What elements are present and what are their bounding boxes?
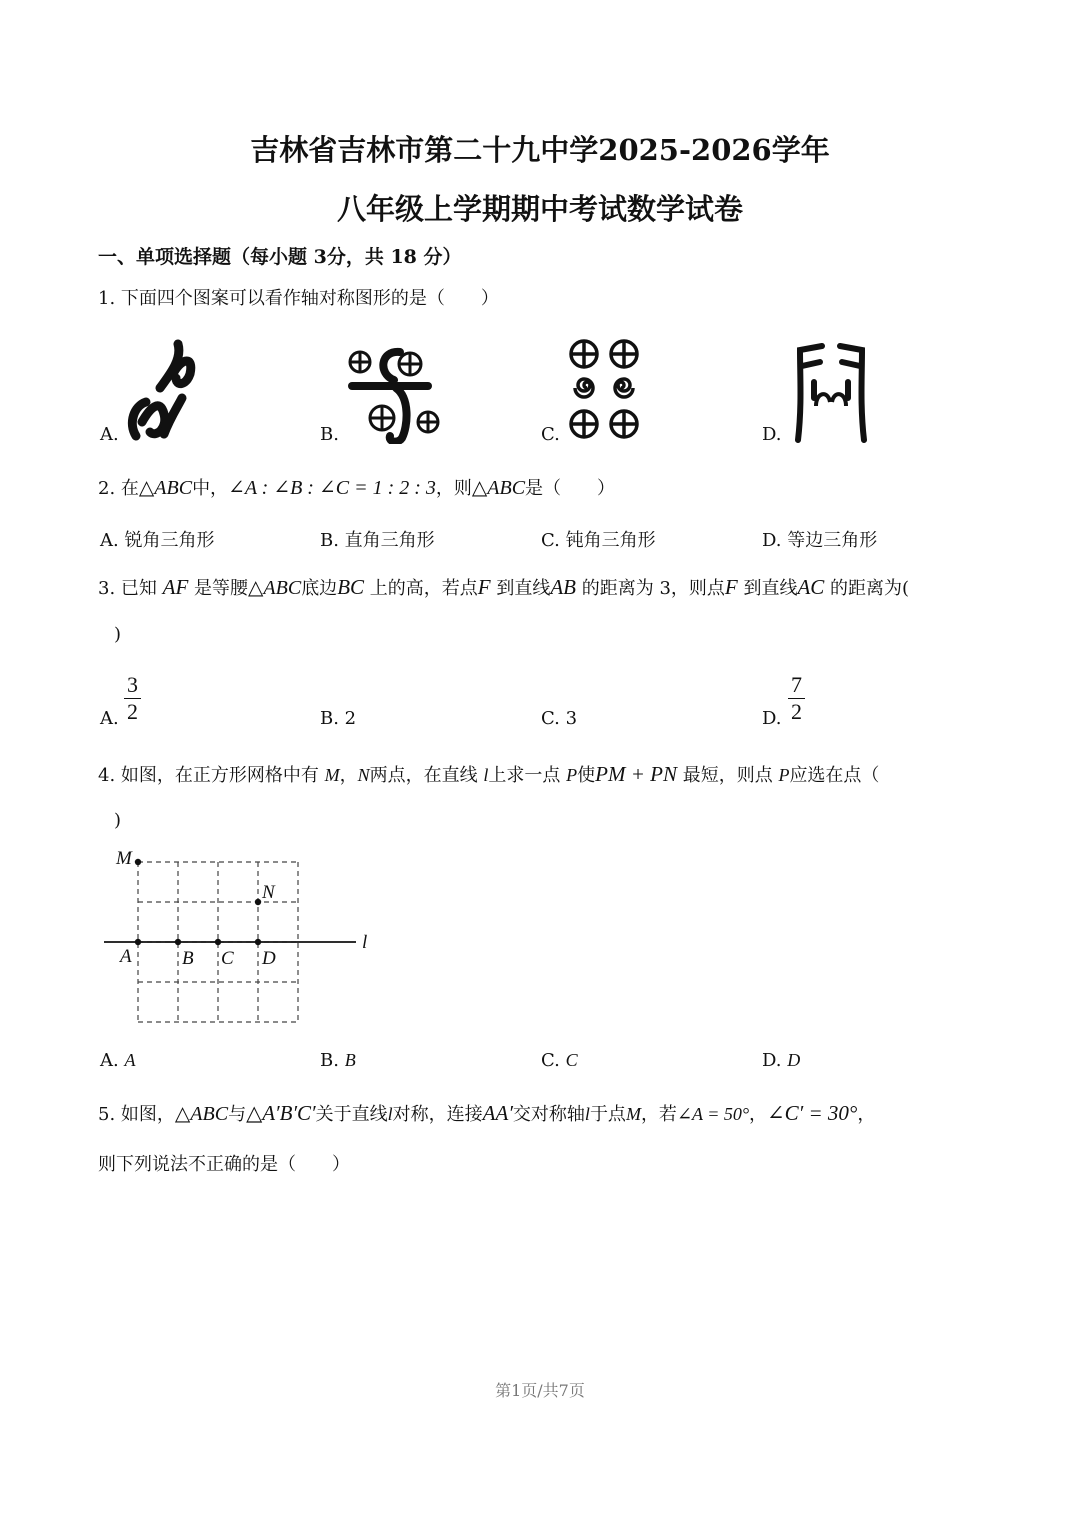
q5-text-5: 交对称轴 — [512, 1104, 585, 1125]
q5-text-6: 于点 — [589, 1104, 626, 1125]
q4-option-c-label: C. — [541, 1050, 560, 1071]
q4-text-7: 应选在点（ — [789, 765, 880, 786]
q2-angle-ratio: ∠A : ∠B : ∠C = 1 : 2 : 3 — [228, 477, 436, 499]
q4-expression: PM + PN — [595, 762, 677, 786]
q5-angle-c-prime: ∠C′ = 30° — [767, 1101, 858, 1125]
q3-text-7: 到直线 — [743, 578, 798, 599]
q2-text-1: 2. 在 — [98, 478, 139, 499]
q3-segment-af: AF — [162, 575, 189, 599]
q3-text-1: 3. 已知 — [98, 578, 157, 599]
q4-label-a: A — [120, 946, 132, 967]
q3-option-a-fraction — [124, 672, 141, 725]
exam-title-line1: 吉林省吉林市第二十九中学2025-2026学年 — [250, 133, 830, 167]
q3-line-ab: AB — [550, 575, 576, 599]
q4-option-b — [320, 1050, 356, 1071]
q3-point-f: F — [477, 575, 491, 599]
q1-option-d-label: D. — [762, 424, 782, 445]
q2-triangle-abc: △ABC — [138, 477, 193, 499]
q4-point-m: M — [324, 765, 340, 785]
q4-label-b: B — [182, 948, 194, 969]
q5-text-4: 对称，连接 — [392, 1104, 483, 1125]
q4-point-c-dot — [215, 939, 221, 945]
q4-point-d-dot — [255, 939, 261, 945]
q3-text-5: 到直线 — [496, 578, 551, 599]
q2-text-2: 中， — [192, 478, 229, 499]
q4-point-n: N — [357, 765, 370, 785]
q3-option-d-numerator: 7 — [788, 672, 805, 699]
q2-text-4: 是（ ） — [525, 478, 616, 499]
q3-line-ac: AC — [797, 575, 825, 599]
q4-option-d-label: D. — [762, 1050, 782, 1071]
q2-option-d: D. 等边三角形 — [762, 530, 878, 551]
q4-point-m-dot — [135, 859, 141, 865]
q4-grid-figure — [100, 840, 390, 1035]
q4-text-3: 上求一点 — [488, 765, 561, 786]
seal-glyph-b-icon — [344, 340, 444, 444]
q5-text-9: ， — [857, 1104, 876, 1125]
question-2-stem — [98, 474, 615, 500]
q4-point-b-dot — [175, 939, 181, 945]
q4-label-n: N — [262, 882, 275, 903]
q3-segment-bc: BC — [337, 575, 365, 599]
seal-glyph-d-icon — [788, 336, 874, 444]
q2-option-b: B. 直角三角形 — [320, 530, 435, 551]
q1-option-a-label: A. — [100, 424, 119, 445]
q3-text-4: 上的高，若点 — [369, 578, 478, 599]
q3-text-2: 是等腰 — [194, 578, 249, 599]
q5-triangle-abc-prime: △A′B′C′ — [246, 1101, 316, 1125]
q4-point-p-2: P — [778, 765, 790, 785]
q5-text-2: 与 — [228, 1104, 247, 1125]
q4-point-n-dot — [255, 899, 261, 905]
q4-point-p: P — [566, 765, 578, 785]
q4-option-d-value: D — [787, 1050, 801, 1070]
q4-line-l: l — [483, 765, 489, 785]
q3-point-f-2: F — [724, 575, 738, 599]
question-5-line-2: 则下列说法不正确的是（ ） — [98, 1154, 350, 1175]
q4-option-d — [762, 1050, 800, 1071]
q3-option-d-label: D. — [762, 708, 782, 729]
seal-glyph-a-icon — [120, 328, 200, 444]
q2-option-c: C. 钝角三角形 — [541, 530, 656, 551]
q5-angle-a: ∠A = 50° — [676, 1104, 750, 1124]
q4-option-c-value: C — [565, 1050, 578, 1070]
question-1-stem: 1. 下面四个图案可以看作轴对称图形的是（ ） — [98, 288, 499, 309]
q2-option-a: A. 锐角三角形 — [100, 530, 215, 551]
q4-label-d: D — [262, 948, 276, 969]
section-heading: 一、单项选择题（每小题 3分，共 18 分） — [98, 246, 462, 268]
q4-label-l: l — [362, 932, 368, 953]
q4-option-a-label: A. — [100, 1050, 119, 1071]
page-footer: 第1页/共7页 — [495, 1381, 585, 1400]
exam-title-line2: 八年级上学期期中考试数学试卷 — [336, 192, 743, 226]
q4-option-a-value: A — [124, 1050, 136, 1070]
q2-triangle-abc-2: △ABC — [471, 477, 526, 499]
q4-text-2: 两点，在直线 — [369, 765, 478, 786]
q3-text-3: 底边 — [301, 578, 338, 599]
q5-axis-l: l — [584, 1104, 590, 1124]
q5-text-8: ， — [749, 1104, 768, 1125]
question-4-stem — [98, 761, 879, 787]
q4-option-b-label: B. — [320, 1050, 339, 1071]
q3-option-a-label: A. — [100, 708, 119, 729]
q3-option-a-numerator: 3 — [124, 672, 141, 699]
q3-option-d-denominator: 2 — [791, 699, 802, 724]
seal-glyph-c-icon — [566, 338, 644, 442]
q4-text-1: 4. 如图，在正方形网格中有 — [98, 765, 319, 786]
q4-point-a-dot — [135, 939, 141, 945]
q5-text-3: 关于直线 — [315, 1104, 388, 1125]
q4-sep: ， — [339, 765, 358, 786]
q3-option-c: C. 3 — [541, 708, 578, 729]
q4-text-4: 使 — [577, 765, 596, 786]
q3-closing-paren: ) — [114, 624, 122, 645]
q5-segment-aa-prime: AA′ — [482, 1101, 513, 1125]
q5-line-l: l — [387, 1104, 393, 1124]
q3-text-8: 的距离为( — [830, 578, 910, 599]
q1-option-b-label: B. — [320, 424, 339, 445]
q1-option-c-label: C. — [541, 424, 560, 445]
q5-point-m: M — [625, 1104, 641, 1124]
q3-option-a-denominator: 2 — [127, 699, 138, 724]
q3-option-d-fraction — [788, 672, 805, 725]
q4-closing-paren: ) — [114, 810, 122, 831]
q4-option-c — [541, 1050, 578, 1071]
q3-triangle-abc: △ABC — [248, 577, 302, 599]
q2-text-3: ，则 — [435, 478, 472, 499]
q3-option-b: B. 2 — [320, 708, 357, 729]
q4-label-c: C — [221, 948, 234, 969]
question-3-stem — [98, 574, 909, 600]
q4-text-5: 最短，则点 — [682, 765, 773, 786]
q3-text-6: 的距离为 3，则点 — [581, 578, 725, 599]
q5-triangle-abc: △ABC — [174, 1103, 229, 1125]
q4-label-m: M — [116, 848, 132, 869]
q5-text-1: 5. 如图， — [98, 1104, 175, 1125]
q4-option-b-value: B — [344, 1050, 356, 1070]
q5-text-7: ，若 — [640, 1104, 677, 1125]
question-5-stem — [98, 1100, 875, 1126]
q4-option-a — [100, 1050, 135, 1071]
